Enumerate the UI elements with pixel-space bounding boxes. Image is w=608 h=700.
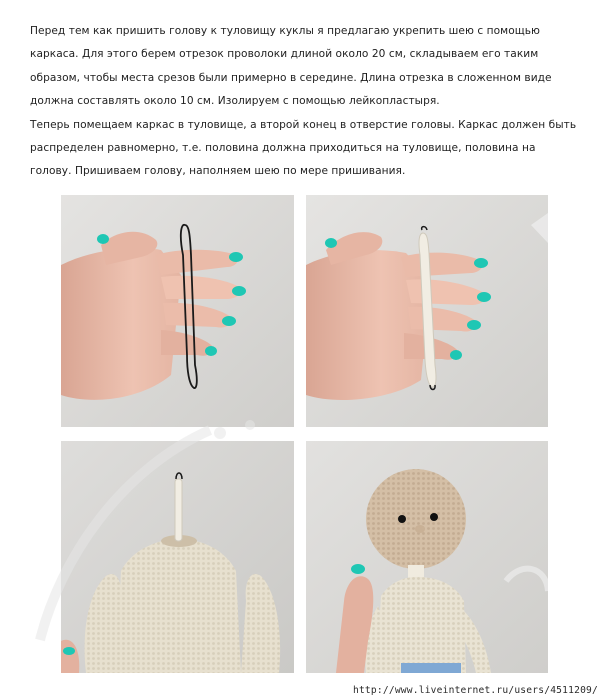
- instruction-text: [30, 20, 580, 184]
- hand-holding-folded-wire-photo: [61, 195, 294, 427]
- doll-body-with-wire-neck-photo: [61, 441, 294, 673]
- hand-holding-taped-wire-photo: [306, 195, 548, 427]
- source-url[interactable]: http://www.liveinternet.ru/users/4511209/: [352, 685, 598, 696]
- hand-holding-doll-photo: [306, 441, 548, 673]
- paragraph-2: Теперь помещаем каркас в туловище, а второй конец в отверстие головы. Каркас должен быть распределен равномерно, т.е. половина должна приходиться на туловище, половина на голову. Пришиваем голову, наполняем шею по мере пришивания.: [30, 118, 577, 178]
- paragraph-1: Перед тем как пришить голову к туловищу куклы я предлагаю укрепить шею с помощью каркаса. Для этого берем отрезок проволоки длиной около 20 см, складываем его таким образом, чтобы места срезов были примерно в середине. Длина отрезка в сложенном виде должна составлять около 10 см. Изолируем с помощью лейкопластыря.: [30, 25, 552, 108]
